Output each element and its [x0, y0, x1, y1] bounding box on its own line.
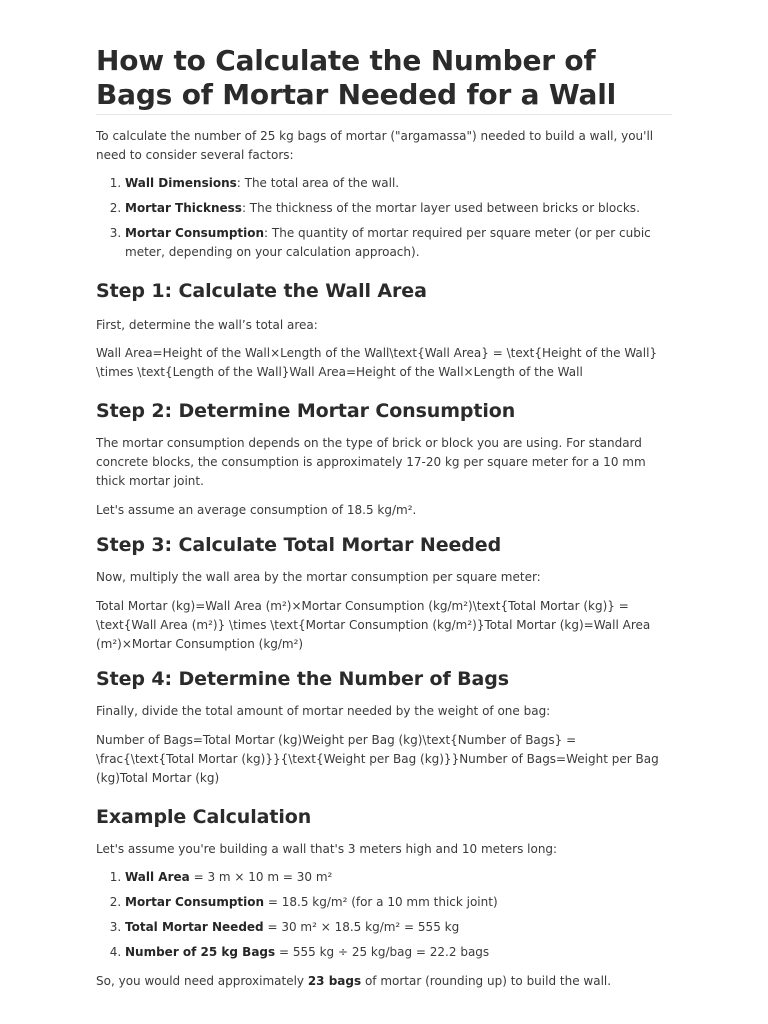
step3-heading: Step 3: Calculate Total Mortar Needed [96, 534, 502, 556]
step3-text: Now, multiply the wall area by the mortar consumption per square meter: [96, 570, 541, 584]
list-item-desc: = 18.5 kg/m² (for a 10 mm thick joint) [264, 895, 498, 909]
factors-list [96, 174, 672, 262]
list-item-desc: : The quantity of mortar required per square meter (or per cubic meter, depending on your calculation approach). [125, 226, 651, 259]
list-item [125, 199, 672, 218]
example-list [96, 868, 672, 962]
article [96, 44, 672, 991]
step1-formula: Wall Area=Height of the Wall×Length of the Wall\text{Wall Area} = \text{Height of the Wall} \times \text{Length of the Wall}Wall Area=Height of the Wall×Length of the Wall [96, 346, 658, 379]
list-item [125, 893, 672, 912]
list-item [125, 868, 672, 887]
step1-heading: Step 1: Calculate the Wall Area [96, 280, 427, 302]
example-text: Let's assume you're building a wall that's 3 meters high and 10 meters long: [96, 842, 558, 856]
list-item-term: Mortar Thickness [125, 201, 242, 215]
list-item-desc: : The thickness of the mortar layer used between bricks or blocks. [241, 201, 640, 215]
example-heading: Example Calculation [96, 806, 312, 828]
list-item [125, 174, 672, 193]
list-item-term: Total Mortar Needed [125, 920, 264, 934]
conclusion-post: of mortar (rounding up) to build the wall. [361, 974, 612, 988]
list-item-term: Wall Dimensions [125, 176, 237, 190]
page-title: How to Calculate the Number of Bags of Mortar Needed for a Wall [96, 44, 672, 115]
list-item-term: Wall Area [125, 870, 190, 884]
step1-text: First, determine the wall’s total area: [96, 318, 318, 332]
list-item [125, 918, 672, 937]
list-item-term: Number of 25 kg Bags [125, 945, 276, 959]
conclusion-pre: So, you would need approximately [96, 974, 308, 988]
list-item-term: Mortar Consumption [125, 895, 265, 909]
step2-text: The mortar consumption depends on the type of brick or block you are using. For standard concrete blocks, the consumption is approximately 17-20 kg per square meter for a 10 mm thick mortar joint. [96, 436, 646, 488]
list-item-desc: : The total area of the wall. [236, 176, 400, 190]
intro-paragraph: To calculate the number of 25 kg bags of mortar ("argamassa") needed to build a wall, you'll need to consider several factors: [96, 129, 654, 162]
list-item [125, 224, 672, 262]
step4-formula: Number of Bags=Total Mortar (kg)Weight per Bag (kg)\text{Number of Bags} = \frac{\text{Total Mortar (kg)}}{\text{Weight per Bag (kg)}}Number of Bags=Weight per Bag (kg)Total Mortar (kg) [96, 733, 659, 785]
list-item-desc: = 30 m² × 18.5 kg/m² = 555 kg [263, 920, 460, 934]
list-item-desc: = 555 kg ÷ 25 kg/bag = 22.2 bags [275, 945, 490, 959]
step4-heading: Step 4: Determine the Number of Bags [96, 668, 509, 690]
step2-assumption: Let's assume an average consumption of 18.5 kg/m². [96, 503, 417, 517]
step2-heading: Step 2: Determine Mortar Consumption [96, 400, 516, 422]
list-item [125, 943, 672, 962]
conclusion-paragraph [96, 972, 672, 991]
conclusion-bags: 23 bags [307, 974, 362, 988]
list-item-term: Mortar Consumption [125, 226, 265, 240]
step4-text: Finally, divide the total amount of mortar needed by the weight of one bag: [96, 704, 551, 718]
step3-formula: Total Mortar (kg)=Wall Area (m²)×Mortar Consumption (kg/m²)\text{Total Mortar (kg)} = \text{Wall Area (m²)} \times \text{Mortar Consumption (kg/m²)}Total Mortar (kg)=Wall Area (m²)×Mortar Consumption (kg/m²) [96, 599, 651, 651]
list-item-desc: = 3 m × 10 m = 30 m² [189, 870, 333, 884]
